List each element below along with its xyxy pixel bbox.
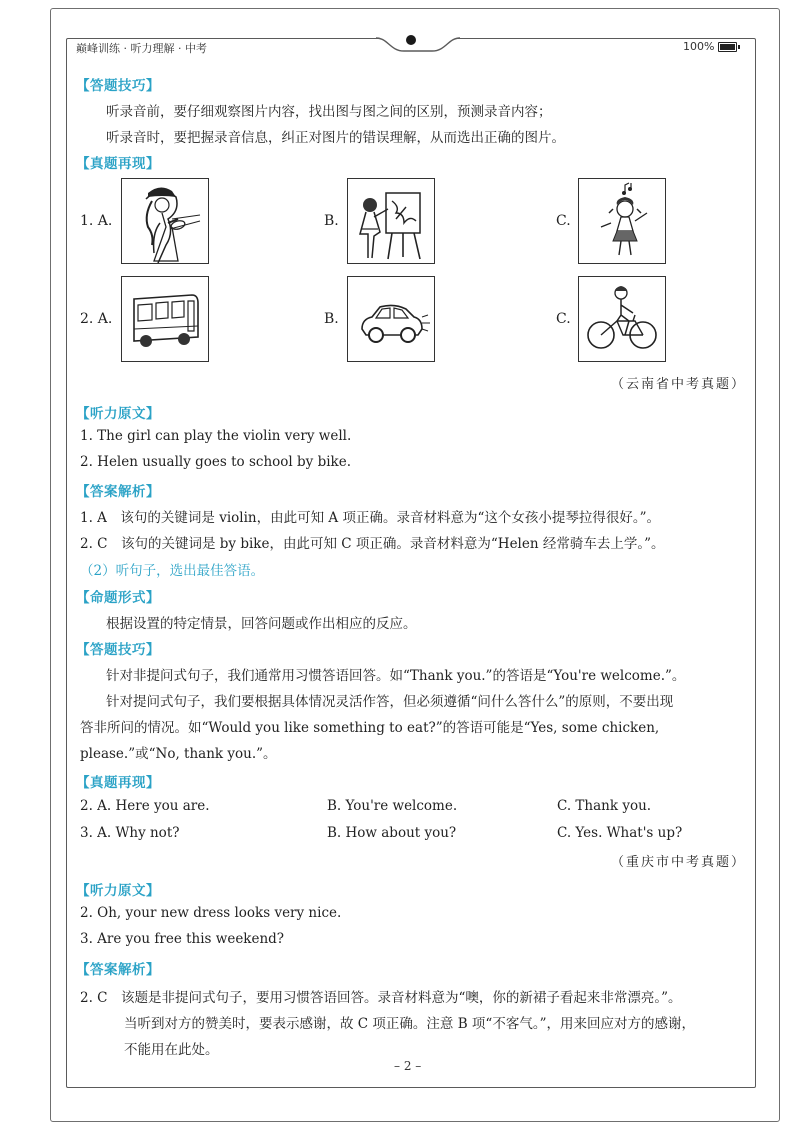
- question-2-option-b: B. You're welcome.: [327, 798, 458, 814]
- car-icon: [348, 277, 434, 361]
- battery-percent: 100%: [683, 40, 715, 53]
- section-title-answer: 【答案解析】: [76, 962, 160, 978]
- text-line: 答非所问的情况。如“Would you like something to eat?”的答语可能是“Yes, some chicken,: [80, 720, 660, 736]
- question-3-option-c: C. Yes. What's up?: [557, 825, 683, 841]
- section-title-tips: 【答题技巧】: [76, 642, 160, 658]
- section-title-answer: 【答案解析】: [76, 484, 160, 500]
- section-title-tips: 【答题技巧】: [76, 78, 160, 94]
- script-line: 2. Oh, your new dress looks very nice.: [80, 905, 342, 921]
- question-3-option-a: 3. A. Why not?: [80, 825, 180, 841]
- text-line: 针对非提问式句子，我们通常用习惯答语回答。如“Thank you.”的答语是“You're welcome.”。: [106, 668, 686, 684]
- picture-bus: [121, 276, 209, 362]
- part-2-subtitle: （2）听句子，选出最佳答语。: [80, 563, 265, 579]
- question-2-label: 2. A.: [80, 311, 113, 327]
- script-line: 3. Are you free this weekend?: [80, 931, 285, 947]
- script-line: 2. Helen usually goes to school by bike.: [80, 454, 351, 470]
- girl-playing-violin-icon: [122, 179, 208, 263]
- question-2-option-b: B.: [324, 311, 339, 327]
- camera-dot: [406, 35, 416, 45]
- text-line: please.”或“No, thank you.”。: [80, 746, 277, 762]
- section-title-script: 【听力原文】: [76, 406, 160, 422]
- text-line: 针对提问式句子，我们要根据具体情况灵活作答，但必须遵循“问什么答什么”的原则，不要出现: [106, 694, 674, 710]
- question-1-option-c: C.: [556, 213, 571, 229]
- source-note: （云南省中考真题）: [610, 377, 746, 392]
- source-note: （重庆市中考真题）: [610, 855, 746, 870]
- battery-icon: [718, 42, 737, 52]
- text-line: 根据设置的特定情景，回答问题或作出相应的反应。: [106, 616, 417, 632]
- picture-car: [347, 276, 435, 362]
- script-line: 1. The girl can play the violin very well.: [80, 428, 352, 444]
- answer-line: 不能用在此处。: [124, 1042, 219, 1058]
- notch-outline: [376, 30, 460, 56]
- header-title: 巅峰训练 · 听力理解 · 中考: [76, 42, 207, 55]
- section-title-form: 【命题形式】: [76, 590, 160, 606]
- picture-bike: [578, 276, 666, 362]
- question-3-option-b: B. How about you?: [327, 825, 457, 841]
- section-title-real-questions: 【真题再现】: [76, 156, 160, 172]
- girl-with-music-notes-icon: [579, 179, 665, 263]
- answer-line: 当听到对方的赞美时，要表示感谢，故 C 项正确。注意 B 项“不客气。”，用来回应对方的感谢，: [124, 1016, 695, 1032]
- battery-status: [683, 40, 737, 53]
- painting-at-easel-icon: [348, 179, 434, 263]
- question-2-option-c: C.: [556, 311, 571, 327]
- question-2-option-c: C. Thank you.: [557, 798, 652, 814]
- question-1-option-b: B.: [324, 213, 339, 229]
- text-line: 听录音时，要把握录音信息，纠正对图片的错误理解，从而选出正确的图片。: [106, 130, 565, 146]
- bus-icon: [122, 277, 208, 361]
- text-line: 听录音前，要仔细观察图片内容，找出图与图之间的区别，预测录音内容；: [106, 104, 552, 120]
- question-1-label: 1. A.: [80, 213, 113, 229]
- section-title-script: 【听力原文】: [76, 883, 160, 899]
- person-riding-bike-icon: [579, 277, 665, 361]
- answer-line: 2. C 该题是非提问式句子，要用习惯答语回答。录音材料意为“噢，你的新裙子看起来非常漂亮。”。: [80, 990, 682, 1006]
- picture-girl-violin: [121, 178, 209, 264]
- picture-girl-music: [578, 178, 666, 264]
- section-title-real-questions: 【真题再现】: [76, 775, 160, 791]
- answer-line: 1. A 该句的关键词是 violin，由此可知 A 项正确。录音材料意为“这个女孩小提琴拉得很好。”。: [80, 510, 660, 526]
- question-2-option-a: 2. A. Here you are.: [80, 798, 210, 814]
- page-number: – 2 –: [394, 1059, 422, 1073]
- answer-line: 2. C 该句的关键词是 by bike，由此可知 C 项正确。录音材料意为“Helen 经常骑车去上学。”。: [80, 536, 665, 552]
- picture-person-painting: [347, 178, 435, 264]
